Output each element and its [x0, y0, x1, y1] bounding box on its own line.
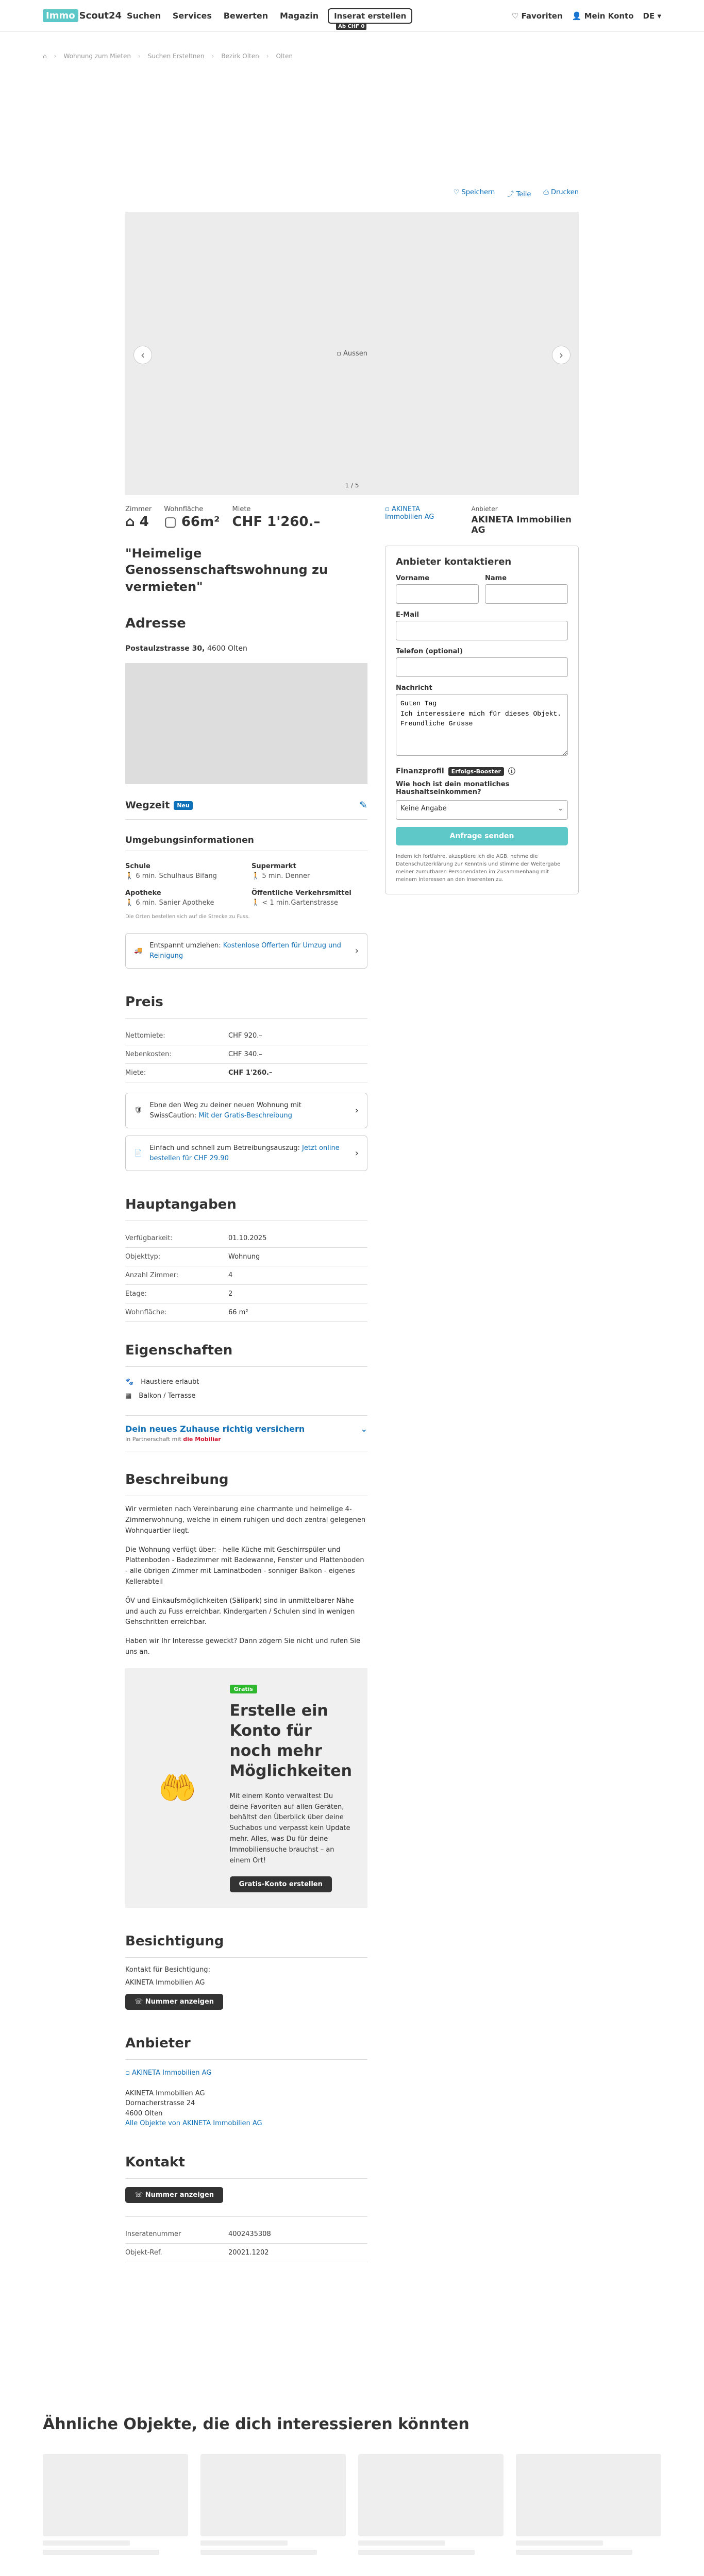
property-label: Haustiere erlaubt: [141, 1378, 199, 1386]
message-textarea[interactable]: [396, 694, 568, 756]
listing-actions: [125, 189, 579, 198]
gallery-image: [337, 350, 367, 358]
table-row: [125, 1229, 367, 1248]
table-row: [125, 1027, 367, 1045]
save-button[interactable]: [454, 189, 495, 198]
table-row: [125, 1045, 367, 1064]
first-name-input[interactable]: [396, 584, 479, 604]
insert-button[interactable]: [328, 8, 412, 29]
main-nav: [127, 11, 328, 21]
left-column: [125, 500, 367, 2262]
contact-heading: Kontakt: [125, 2154, 185, 2170]
provider-label: Anbieter: [471, 505, 498, 513]
contact-form-heading: Anbieter kontaktieren: [396, 556, 512, 567]
table-value: CHF 340.–: [228, 1045, 367, 1064]
show-number-button[interactable]: [125, 2187, 223, 2203]
truck-icon: 🚚: [134, 947, 143, 955]
broken-image-icon: ▫: [385, 505, 390, 513]
last-name-label: Name: [485, 574, 507, 582]
table-value: CHF 920.–: [228, 1027, 367, 1045]
account-link[interactable]: [572, 11, 634, 21]
table-key: Inseratenummer: [125, 2225, 228, 2244]
table-value: 4002435308: [228, 2225, 367, 2244]
income-question: Wie hoch ist dein monatliches Haushaltseinkommen?: [396, 781, 510, 796]
breadcrumb-item[interactable]: Suchen Ersteltnen: [147, 53, 205, 60]
move-text: Entspannt umziehen:: [149, 942, 223, 950]
provider-logo[interactable]: [385, 505, 456, 535]
property-item: [125, 1389, 367, 1403]
swisscaution-link[interactable]: Mit der Gratis-Beschreibung: [198, 1111, 292, 1120]
table-key: Verfügbarkeit:: [125, 1229, 228, 1248]
message-label: Nachricht: [396, 684, 432, 692]
fact-label: Wohnfläche: [164, 505, 204, 513]
table-row: [125, 2243, 367, 2262]
surroundings-note: Die Orten bestellen sich auf die Strecke zu Fuss.: [125, 914, 250, 920]
price-table: [125, 1027, 367, 1082]
document-icon: 📄: [134, 1149, 143, 1158]
table-value: 66 m²: [228, 1303, 367, 1322]
favorites-link[interactable]: [512, 11, 563, 21]
table-key: Objekttyp:: [125, 1248, 228, 1266]
home-icon: ⌂: [125, 514, 135, 530]
fact-rooms: [125, 505, 152, 530]
show-number-label: Nummer anzeigen: [145, 2191, 214, 2199]
surroundings: [125, 835, 367, 920]
fact-value: CHF 1'260.–: [232, 514, 321, 530]
gallery-image-alt: Aussen: [343, 349, 367, 358]
print-icon: ⎙: [543, 189, 549, 196]
nav-search[interactable]: Suchen: [127, 11, 161, 21]
poi-label: Apotheke: [125, 889, 161, 897]
insurance-title: Dein neues Zuhause richtig versichern: [125, 1424, 305, 1434]
table-value: 01.10.2025: [228, 1229, 367, 1248]
language-switch[interactable]: DE ▾: [643, 11, 661, 21]
similar-card-placeholder[interactable]: [200, 2454, 346, 2536]
table-value: 4: [228, 1266, 367, 1285]
contact-table: [125, 2225, 367, 2262]
viewing-name: AKINETA Immobilien AG: [125, 1979, 205, 1987]
promo-title: Erstelle ein Konto für noch mehr Möglichkeiten: [229, 1701, 352, 1780]
table-value: 20021.1202: [228, 2243, 367, 2262]
address: [125, 645, 367, 653]
provider-logo[interactable]: [125, 2068, 367, 2078]
heart-icon: ♡: [453, 189, 460, 196]
income-selected: Keine Angabe: [400, 805, 447, 812]
table-row: [125, 1064, 367, 1082]
image-gallery[interactable]: [125, 212, 579, 495]
property-item: [125, 1375, 367, 1389]
income-select[interactable]: [396, 800, 568, 820]
site-header: [0, 0, 704, 32]
insurance-sub: In Partnerschaft mit: [125, 1436, 181, 1443]
main-content: [125, 500, 579, 2262]
show-number-label: Nummer anzeigen: [145, 1998, 214, 2006]
provider-name: AKINETA Immobilien AG: [471, 515, 572, 535]
breadcrumb: ⌂ › Wohnung zum Mieten › Suchen Ersteltnen › Bezirk Olten › Olten: [43, 53, 293, 60]
poi-label: Öffentliche Verkehrsmittel: [252, 889, 351, 897]
swisscaution-card[interactable]: [125, 1093, 367, 1128]
finance-profile: [396, 766, 568, 776]
wegzeit-row[interactable]: [125, 800, 367, 811]
description-paragraph: Wir vermieten nach Vereinbarung eine charmante und heimelige 4-Zimmerwohnung, welche in einem ruhigen und doch zentral gelegenen Wohnquartier liegt.: [125, 1505, 366, 1535]
provider-heading: Anbieter: [125, 2036, 191, 2052]
sidebar: [385, 500, 579, 2262]
chevron-down-icon: ⌄: [360, 1424, 367, 1434]
similar-card-placeholder[interactable]: [358, 2454, 504, 2536]
table-value: 2: [228, 1285, 367, 1303]
phone-icon: ☏: [135, 2191, 143, 2199]
table-key: Nebenkosten:: [125, 1045, 228, 1064]
wegzeit-label: Wegzeit: [125, 800, 170, 811]
table-row: [125, 1266, 367, 1285]
address-heading: Adresse: [125, 616, 186, 632]
print-button[interactable]: [543, 189, 579, 198]
address-street: Postaulzstrasse 30,: [125, 645, 205, 653]
logo-text: Scout24: [79, 10, 122, 21]
table-key: Objekt-Ref.: [125, 2243, 228, 2262]
first-name-label: Vorname: [396, 574, 430, 582]
logo-box: Immo: [43, 9, 78, 22]
prev-arrow-icon[interactable]: ‹: [133, 346, 152, 364]
main-info-heading: Hauptangaben: [125, 1197, 237, 1213]
fact-value: 66m²: [181, 514, 220, 530]
move-offer-card[interactable]: [125, 933, 367, 969]
insert-label: Inserat erstellen: [334, 11, 407, 21]
gallery-counter: 1 / 5: [345, 482, 359, 489]
provider-logo-alt: AKINETA Immobilien AG: [385, 505, 434, 521]
move-link[interactable]: Kostenlose Offerten für Umzug und Reinigung: [149, 942, 341, 960]
broken-image-icon: ▫: [337, 349, 341, 358]
phone-icon: ☏: [135, 1998, 143, 2006]
legal-notice: Indem ich fortfahre, akzeptiere ich die AGB, nehme die Datenschutzerklärung zur Kenntnis und stimme der Weitergabe meiner zumutbaren Personendaten im Zusammenhang mit meinem Interessen an den Inserenten zu.: [396, 854, 561, 883]
insert-badge: Ab CHF 0: [336, 23, 366, 30]
provider-name: AKINETA Immobilien AG: [125, 2089, 205, 2097]
swisscaution-text: Ebne den Weg zu deiner neuen Wohnung mit SwissCaution:: [149, 1101, 301, 1120]
phone-input[interactable]: [396, 657, 568, 677]
account-label: Mein Konto: [584, 11, 634, 21]
insurance-partner: [125, 1436, 367, 1443]
provider-details: [125, 2068, 367, 2129]
sidebar-provider: [385, 505, 579, 535]
poi-value: 5 min. Denner: [262, 872, 310, 880]
finance-label: Finanzprofil: [396, 767, 444, 775]
table-key: Anzahl Zimmer:: [125, 1266, 228, 1285]
provider-all-link[interactable]: Alle Objekte von AKINETA Immobilien AG: [125, 2120, 262, 2128]
email-label: E-Mail: [396, 611, 419, 619]
breadcrumb-item[interactable]: Wohnung zum Mieten: [63, 53, 131, 60]
user-icon: 👤: [572, 11, 582, 21]
create-account-button[interactable]: Gratis-Konto erstellen: [230, 1876, 332, 1892]
table-row: [125, 1303, 367, 1322]
broken-image-icon: ▫: [125, 2069, 130, 2077]
show-number-button[interactable]: [125, 1994, 223, 2010]
provider-city: 4600 Olten: [125, 2109, 163, 2117]
last-name-input[interactable]: [485, 584, 568, 604]
similar-heading: Ähnliche Objekte, die dich interessieren könnten: [43, 2415, 470, 2433]
poi-value: 6 min. Sanier Apotheke: [136, 899, 214, 907]
provider-street: Dornacherstrasse 24: [125, 2099, 195, 2108]
description-paragraph: ÖV und Einkaufsmöglichkeiten (Sälipark) sind in unmittelbarer Nähe und auch zu Fuss erreichbar. Kindergarten / Schulen sind in wenigen Gehschritten erreichbar.: [125, 1597, 355, 1626]
info-icon[interactable]: ⓘ: [508, 768, 515, 776]
poi-label: Supermarkt: [252, 862, 296, 871]
partner-logo: die Mobiliar: [183, 1436, 221, 1443]
walk-icon: 🚶: [252, 899, 260, 907]
property-label: Balkon / Terrasse: [139, 1392, 196, 1400]
language-label: DE: [643, 11, 655, 21]
area-icon: ▢: [164, 514, 177, 530]
email-input[interactable]: [396, 621, 568, 640]
fact-label: Miete: [232, 505, 251, 513]
similar-card-placeholder[interactable]: [516, 2454, 661, 2536]
chevron-down-icon: ⌄: [558, 805, 563, 812]
print-label: Drucken: [550, 189, 579, 196]
nav-evaluate[interactable]: Bewerten: [223, 11, 269, 21]
logo[interactable]: [43, 9, 122, 22]
price-heading: Preis: [125, 994, 163, 1010]
heart-icon: ♡: [511, 11, 519, 21]
favorites-label: Favoriten: [521, 11, 563, 21]
new-badge: Neu: [174, 801, 193, 810]
save-label: Speichern: [461, 189, 495, 196]
key-facts: [125, 505, 367, 530]
description-paragraph: Die Wohnung verfügt über: - helle Küche mit Geschirrspüler und Plattenboden - Badezimmer mit Badewanne, Fenster und Plattenboden - alle übrigen Zimmer mit Laminatboden - sonniger Balkon - eigenes Kellerabteil: [125, 1546, 364, 1586]
fact-rent: [232, 505, 321, 530]
nav-magazine[interactable]: Magazin: [279, 11, 319, 21]
hands-heart-icon: 🤲: [158, 1770, 197, 1807]
betreibung-text: Einfach und schnell zum Betreibungsauszug:: [149, 1144, 303, 1153]
fact-area: [164, 505, 220, 530]
description: [125, 1504, 367, 1658]
description-heading: Beschreibung: [125, 1472, 229, 1488]
viewing-heading: Besichtigung: [125, 1934, 224, 1950]
poi-label: Schule: [125, 862, 150, 871]
fact-value: 4: [139, 514, 149, 530]
address-city: 4600 Olten: [207, 645, 247, 653]
table-key: Wohnfläche:: [125, 1303, 228, 1322]
table-row: [125, 1285, 367, 1303]
viewing-label: Kontakt für Besichtigung:: [125, 1966, 210, 1974]
share-label: Teile: [516, 191, 531, 198]
properties-heading: Eigenschaften: [125, 1343, 233, 1359]
description-paragraph: Haben wir Ihr Interesse geweckt? Dann zögern Sie nicht und rufen Sie uns an.: [125, 1637, 361, 1656]
fact-label: Zimmer: [125, 505, 152, 513]
insurance-accordion[interactable]: [125, 1424, 367, 1434]
promo-badge: Gratis: [230, 1685, 257, 1693]
paw-icon: 🐾: [125, 1378, 134, 1386]
chevron-right-icon: ›: [355, 1148, 359, 1159]
table-value: CHF 1'260.–: [228, 1064, 367, 1082]
provider-logo-alt: AKINETA Immobilien AG: [131, 2069, 212, 2077]
chevron-right-icon: ›: [355, 1105, 359, 1116]
edit-icon[interactable]: ✎: [359, 800, 367, 811]
breadcrumb-item[interactable]: Olten: [276, 53, 293, 60]
contact-form: [385, 546, 579, 894]
listing-title: "Heimelige Genossenschaftswohnung zu vermieten": [125, 546, 328, 594]
betreibung-card[interactable]: [125, 1136, 367, 1171]
walk-icon: 🚶: [125, 872, 134, 880]
table-key: Nettomiete:: [125, 1027, 228, 1045]
betreibung-link[interactable]: Jetzt online bestellen für CHF 29.90: [149, 1144, 340, 1162]
table-row: [125, 2225, 367, 2244]
table-key: Miete:: [125, 1064, 228, 1082]
poi-value: 6 min. Schulhaus Bifang: [136, 872, 217, 880]
breadcrumb-item[interactable]: Bezirk Olten: [221, 53, 259, 60]
similar-card-placeholder[interactable]: [43, 2454, 188, 2536]
walk-icon: 🚶: [252, 872, 260, 880]
booster-badge: Erfolgs-Booster: [448, 767, 504, 776]
nav-services[interactable]: Services: [172, 11, 212, 21]
main-info-table: [125, 1229, 367, 1322]
send-request-button[interactable]: Anfrage senden: [396, 827, 568, 845]
table-value: Wohnung: [228, 1248, 367, 1266]
table-key: Etage:: [125, 1285, 228, 1303]
surroundings-heading: Umgebungsinformationen: [125, 835, 254, 846]
share-button[interactable]: [507, 189, 531, 198]
balcony-icon: ▦: [125, 1392, 132, 1400]
poi-value: < 1 min.Gartenstrasse: [262, 899, 338, 907]
map[interactable]: [125, 663, 367, 784]
promo-text: Mit einem Konto verwaltest Du deine Favoriten auf allen Geräten, behältst den Überblick über deine Suchabos und verpasst kein Update mehr. Alles, was Du für deine Immobiliensuche brauchst – an einem Ort!: [229, 1792, 350, 1865]
walk-icon: 🚶: [125, 899, 134, 907]
phone-label: Telefon (optional): [396, 648, 463, 655]
chevron-right-icon: ›: [355, 945, 359, 957]
share-icon: ⤴: [507, 191, 514, 198]
shield-icon: 🛡: [134, 1107, 143, 1115]
similar-objects: [43, 2415, 661, 2555]
next-arrow-icon[interactable]: ›: [552, 346, 571, 364]
table-row: [125, 1248, 367, 1266]
home-icon[interactable]: ⌂: [43, 53, 47, 60]
account-promo: [125, 1668, 367, 1908]
